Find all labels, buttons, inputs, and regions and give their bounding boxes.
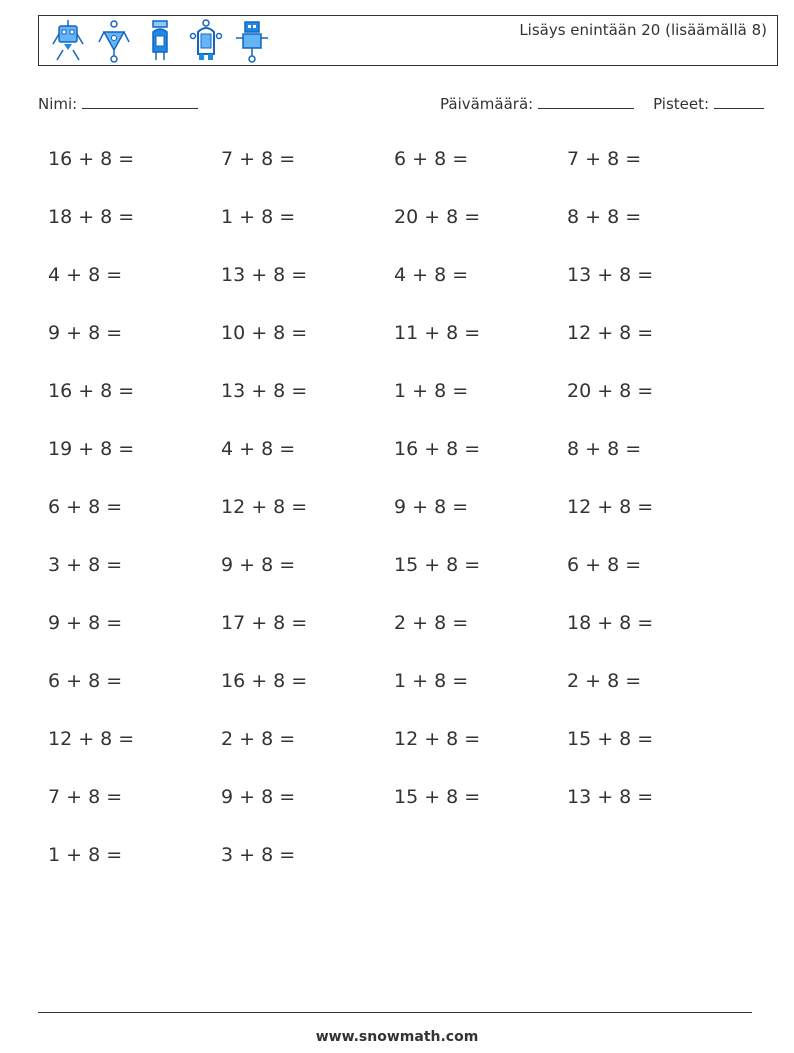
problem-item: 20 + 8 =	[394, 206, 481, 228]
date-score-fields	[440, 94, 764, 113]
problem-item: 16 + 8 =	[48, 148, 135, 170]
name-label: Nimi:	[38, 95, 78, 113]
problem-item: 6 + 8 =	[394, 148, 469, 170]
worksheet-header	[38, 15, 778, 66]
problem-item: 12 + 8 =	[394, 728, 481, 750]
footer-divider	[38, 1012, 752, 1013]
problem-grid	[48, 146, 768, 900]
problem-item: 9 + 8 =	[394, 496, 469, 518]
date-label: Päivämäärä:	[440, 95, 534, 113]
problem-row	[48, 436, 768, 494]
problem-row	[48, 726, 768, 784]
problem-item: 2 + 8 =	[567, 670, 642, 692]
problem-item: 16 + 8 =	[394, 438, 481, 460]
problem-item: 9 + 8 =	[221, 554, 296, 576]
problem-item: 7 + 8 =	[221, 148, 296, 170]
problem-item: 6 + 8 =	[567, 554, 642, 576]
problem-item: 15 + 8 =	[394, 554, 481, 576]
name-blank[interactable]	[82, 94, 198, 109]
problem-row	[48, 378, 768, 436]
problem-item: 20 + 8 =	[567, 380, 654, 402]
problem-item: 13 + 8 =	[567, 786, 654, 808]
problem-item: 1 + 8 =	[394, 670, 469, 692]
problem-row	[48, 262, 768, 320]
robot-icon	[95, 18, 133, 64]
problem-item: 7 + 8 =	[567, 148, 642, 170]
robot-icon	[49, 18, 87, 64]
robot-icon	[141, 18, 179, 64]
problem-item: 2 + 8 =	[221, 728, 296, 750]
problem-item: 8 + 8 =	[567, 438, 642, 460]
score-label: Pisteet:	[653, 95, 710, 113]
problem-item: 18 + 8 =	[48, 206, 135, 228]
problem-item: 18 + 8 =	[567, 612, 654, 634]
problem-item: 12 + 8 =	[48, 728, 135, 750]
problem-item: 2 + 8 =	[394, 612, 469, 634]
problem-item: 12 + 8 =	[567, 496, 654, 518]
robot-icons	[49, 18, 271, 64]
problem-row	[48, 610, 768, 668]
problem-row	[48, 668, 768, 726]
robot-icon	[233, 18, 271, 64]
problem-item: 4 + 8 =	[48, 264, 123, 286]
problem-item: 9 + 8 =	[48, 612, 123, 634]
date-blank[interactable]	[538, 94, 634, 109]
problem-item: 1 + 8 =	[48, 844, 123, 866]
footer-url: www.snowmath.com	[315, 1029, 479, 1045]
problem-item: 1 + 8 =	[394, 380, 469, 402]
problem-item: 16 + 8 =	[48, 380, 135, 402]
problem-row	[48, 494, 768, 552]
problem-item: 17 + 8 =	[221, 612, 308, 634]
problem-item: 9 + 8 =	[221, 786, 296, 808]
problem-row	[48, 320, 768, 378]
worksheet-title: Lisäys enintään 20 (lisäämällä 8)	[519, 21, 767, 39]
problem-item: 6 + 8 =	[48, 670, 123, 692]
score-blank[interactable]	[714, 94, 764, 109]
problem-row	[48, 784, 768, 842]
problem-item: 16 + 8 =	[221, 670, 308, 692]
problem-row	[48, 204, 768, 262]
problem-item: 4 + 8 =	[394, 264, 469, 286]
problem-item: 15 + 8 =	[567, 728, 654, 750]
problem-item: 4 + 8 =	[221, 438, 296, 460]
problem-item: 13 + 8 =	[221, 380, 308, 402]
problem-item: 12 + 8 =	[567, 322, 654, 344]
robot-icon	[187, 18, 225, 64]
name-field	[38, 94, 198, 113]
problem-item: 8 + 8 =	[567, 206, 642, 228]
problem-item: 13 + 8 =	[567, 264, 654, 286]
problem-item: 13 + 8 =	[221, 264, 308, 286]
problem-item: 15 + 8 =	[394, 786, 481, 808]
problem-item: 11 + 8 =	[394, 322, 481, 344]
problem-item: 12 + 8 =	[221, 496, 308, 518]
problem-item: 6 + 8 =	[48, 496, 123, 518]
problem-row	[48, 842, 768, 900]
problem-item: 1 + 8 =	[221, 206, 296, 228]
problem-item: 3 + 8 =	[221, 844, 296, 866]
problem-item: 10 + 8 =	[221, 322, 308, 344]
problem-item: 7 + 8 =	[48, 786, 123, 808]
problem-item: 9 + 8 =	[48, 322, 123, 344]
problem-item: 3 + 8 =	[48, 554, 123, 576]
problem-row	[48, 552, 768, 610]
problem-row	[48, 146, 768, 204]
problem-item: 19 + 8 =	[48, 438, 135, 460]
